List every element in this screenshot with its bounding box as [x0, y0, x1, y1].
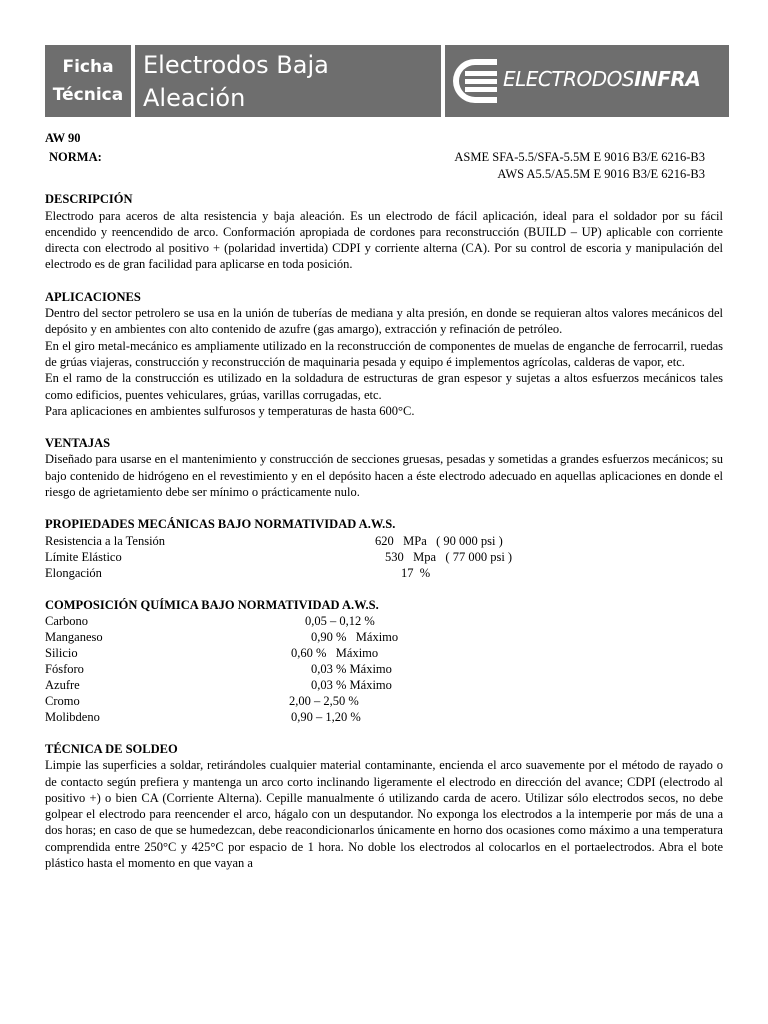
descripcion-heading: DESCRIPCIÓN	[45, 192, 133, 207]
norma-line1: ASME SFA-5.5/SFA-5.5M E 9016 B3/E 6216-B3	[454, 150, 705, 165]
element-value: 0,05 – 0,12 %	[305, 613, 375, 628]
norma-label: NORMA:	[49, 150, 102, 165]
infra-e-logo-icon	[449, 55, 501, 107]
norma-section	[45, 146, 723, 180]
composition-row	[45, 613, 723, 629]
element-name: Fósforo	[45, 661, 84, 676]
property-value: 530 Mpa ( 77 000 psi )	[385, 549, 513, 564]
property-row	[45, 533, 723, 549]
element-name: Manganeso	[45, 629, 103, 644]
element-value: 0,60 % Máximo	[291, 645, 379, 660]
element-name: Molibdeno	[45, 709, 100, 724]
ficha-tecnica-label	[45, 45, 131, 117]
element-value: 0,90 % Máximo	[311, 629, 399, 644]
aplicaciones-heading: APLICACIONES	[45, 289, 141, 304]
property-name: Resistencia a la Tensión	[45, 533, 166, 548]
brand-name-bold: INFRA	[634, 67, 701, 91]
brand-name-light: ELECTRODOS	[503, 67, 635, 91]
ventajas-text: Diseñado para usarse en el mantenimiento y construcción de secciones gruesas, pesadas y sometidas a grandes esfuerzos mecánicos; su bajo contenido de hidrógeno en el revestimiento y en el depósito hacen a éste electrodo adecuado en aquellas aplicaciones en donde el riesgo de agrietamiento debe ser mínimo o prácticamente nulo.	[45, 452, 723, 500]
property-value: 17 %	[401, 565, 431, 580]
document-title	[135, 45, 441, 117]
element-value: 0,03 % Máximo	[311, 677, 392, 692]
aplicaciones-paragraph: En el ramo de la construcción es utilizado en la soldadura de estructuras de gran espesor y sujetas a altos esfuerzos mecánicos tales como edificios, puentes vehiculares, grúas, varillas corrugadas, etc.	[45, 371, 723, 402]
element-name: Carbono	[45, 613, 89, 628]
aplicaciones-paragraph: Dentro del sector petrolero se usa en la unión de tuberías de mediana y alta presión, en donde se requieran altos valores mecánicos del depósito y en ambientes con alto contenido de azufre (gas amargo), extracción y refinación de petróleo.	[45, 306, 723, 337]
composition-row	[45, 661, 723, 677]
element-name: Cromo	[45, 693, 80, 708]
element-value: 0,90 – 1,20 %	[291, 709, 361, 724]
property-value: 620 MPa ( 90 000 psi )	[375, 533, 503, 548]
composition-row	[45, 629, 723, 645]
composition-row	[45, 645, 723, 661]
document-body	[45, 130, 723, 871]
property-name: Límite Elástico	[45, 549, 122, 564]
descripcion-text: Electrodo para aceros de alta resistencia y baja aleación. Es un electrodo de fácil aplicación, ideal para el soldador por su fácil encendido y reencendido de arco. Conformación apropiada de cordones para reconstrucción (BUILD – UP) aplicable con corriente directa con electrodo al positivo + (polaridad invertida) CDPI y corriente alterna (CA). Por su control de escoria y manipulación del electrodo es de gran facilidad para aplicarse en toda posición.	[45, 208, 723, 272]
composition-row	[45, 709, 723, 725]
tecnica-heading: TÉCNICA DE SOLDEO	[45, 741, 178, 756]
title-line1: Electrodos Baja	[143, 51, 329, 79]
brand-name	[503, 67, 700, 91]
product-code: AW 90	[45, 131, 81, 145]
document-header	[45, 45, 729, 117]
property-name: Elongación	[45, 565, 102, 580]
norma-values	[454, 149, 705, 182]
property-row	[45, 549, 723, 565]
aplicaciones-paragraph: En el giro metal-mecánico es ampliamente utilizado en la reconstrucción de componentes de muelas de enganche de ferrocarril, ruedas de grúas viajeras, construcción y reconstrucción de maquinaria pesada y equipo é implementos agrícolas, calderas de vapor, etc.	[45, 338, 723, 369]
element-name: Silicio	[45, 645, 78, 660]
element-value: 2,00 – 2,50 %	[289, 693, 359, 708]
composicion-heading: COMPOSICIÓN QUÍMICA BAJO NORMATIVIDAD A.W.S.	[45, 597, 379, 612]
element-name: Azufre	[45, 677, 80, 692]
ficha-line1: Ficha	[62, 57, 114, 77]
ventajas-heading: VENTAJAS	[45, 436, 111, 451]
property-row	[45, 565, 723, 581]
propiedades-heading: PROPIEDADES MECÁNICAS BAJO NORMATIVIDAD A.W.S.	[45, 517, 396, 532]
norma-line2: AWS A5.5/A5.5M E 9016 B3/E 6216-B3	[497, 166, 705, 181]
title-line2: Aleación	[143, 84, 246, 112]
brand-logo	[445, 45, 729, 117]
element-value: 0,03 % Máximo	[311, 661, 392, 676]
composition-row	[45, 693, 723, 709]
ficha-line2: Técnica	[52, 85, 124, 105]
aplicaciones-paragraph: Para aplicaciones en ambientes sulfurosos y temperaturas de hasta 600°C.	[45, 403, 415, 418]
composition-row	[45, 677, 723, 693]
tecnica-text: Limpie las superficies a soldar, retirándoles cualquier material contaminante, encienda el arco suavemente por el método de rayado o de contacto según prefiera y mantenga un arco corto inclinando ligeramente el electrodo en dirección del avance; CDPI (electrodo al positivo +) o bien CA (Corriente Alterna). Cepille manualmente ó utilizando carda de acero. Utilizar sólo electrodos secos, no debe golpear el electrodo para reencender el arco, hágalo con un desputandor. No exponga los electrodos a la intemperie por más de una a dos horas; en caso de que se humedezcan, debe reacondicionarlos únicamente en horno dos ocasiones como máximo a una temperatura comprendida entre 250°C y 425°C por espacio de 1 hora. No doble los electrodos al colocarlos en el portaelectrodos. Abra el bote plástico hasta el momento en que vayan a	[45, 758, 723, 871]
